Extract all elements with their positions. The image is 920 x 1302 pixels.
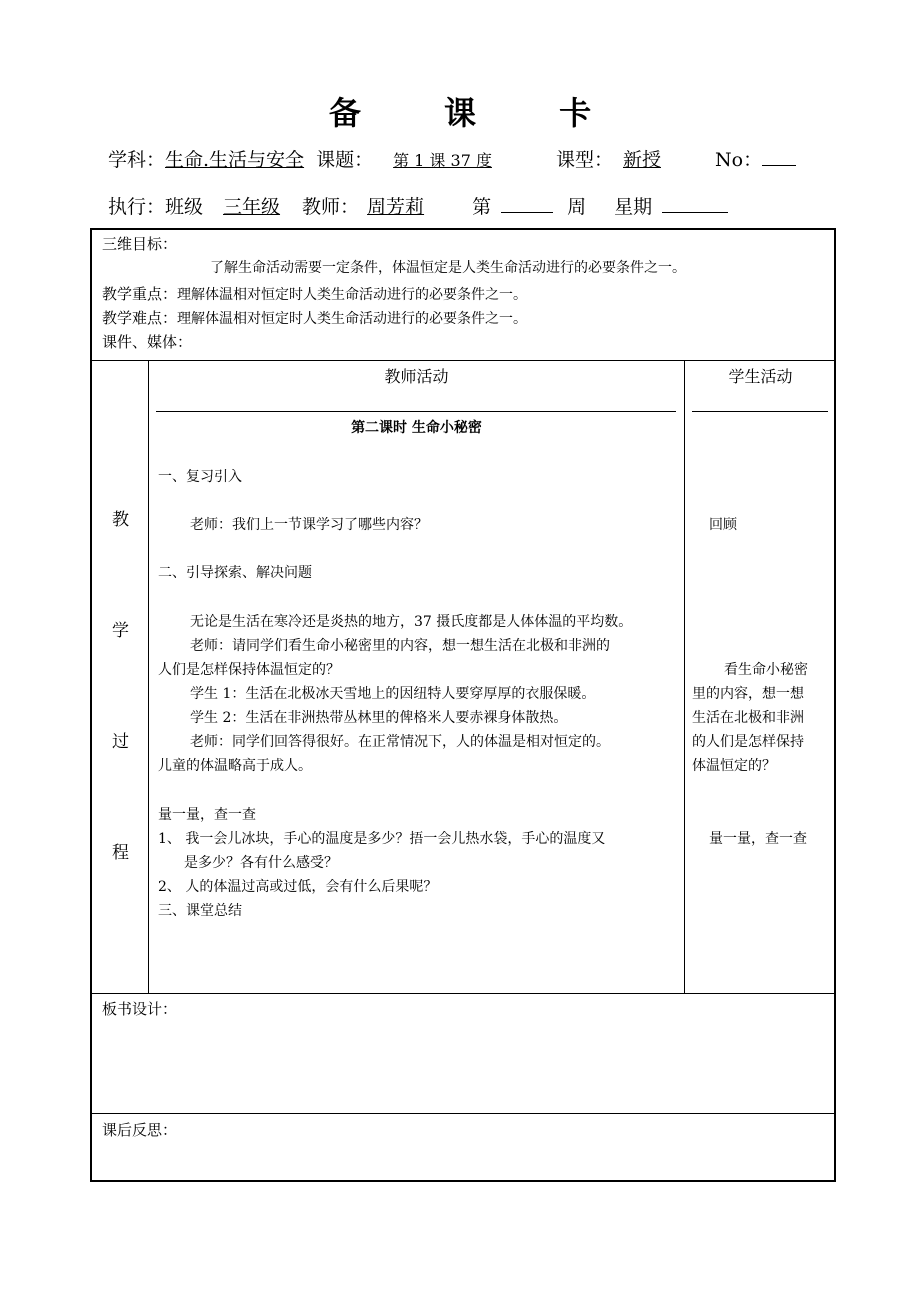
paragraph-4: 学生 2：生活在非洲热带丛林里的俾格米人要赤裸身体散热。 <box>190 710 568 726</box>
student-measure: 量一量，查一查 <box>709 831 807 847</box>
paragraph-2b: 人们是怎样保持体温恒定的？ <box>158 662 340 678</box>
key-points <box>102 282 527 307</box>
student-text-4: 的人们是怎样保持 <box>692 734 804 750</box>
divider-side <box>148 360 149 993</box>
paragraph-5a: 老师：同学们回答得很好。在正常情况下，人的体温是相对恒定的。 <box>190 734 610 750</box>
header-row-exec <box>108 192 728 219</box>
goals-text: 了解生命活动需要一定条件，体温恒定是人类生命活动进行的必要条件之一。 <box>210 260 686 276</box>
weekday-label: 星期 <box>614 196 653 218</box>
paragraph-5b: 儿童的体温略高于成人。 <box>158 758 312 774</box>
type-value: 新授 <box>622 149 661 171</box>
divider-goals <box>92 360 834 361</box>
no-blank <box>762 147 796 166</box>
difficult-points <box>102 306 527 331</box>
student-review: 回顾 <box>709 517 737 533</box>
reflection-label: 课后反思： <box>102 1121 178 1139</box>
difficult-label: 教学难点： <box>102 309 178 327</box>
student-activity-head: 学生活动 <box>728 367 793 386</box>
student-text-3: 生活在北极和非洲 <box>692 710 804 726</box>
question-1a: 1、 我一会儿冰块，手心的温度是多少？捂一会儿热水袋，手心的温度又 <box>158 831 606 847</box>
page-title: 备 课 卡 <box>328 94 628 132</box>
paragraph-1: 无论是生活在寒冷还是炎热的地方，37 摄氏度都是人体体温的平均数。 <box>190 614 633 630</box>
student-head-rule <box>692 411 828 412</box>
teacher-activity-head: 教师活动 <box>384 367 449 386</box>
side-char-4: 程 <box>112 843 129 863</box>
section-explore: 二、引导探索、解决问题 <box>158 565 312 581</box>
divider-board <box>92 1113 834 1114</box>
divider-process <box>92 993 834 994</box>
section-summary: 三、课堂总结 <box>158 903 242 919</box>
exec-label: 执行：班级 <box>108 196 204 218</box>
divider-student <box>684 360 685 993</box>
question-1b: 是多少？各有什么感受？ <box>184 855 338 871</box>
week-blank <box>501 194 553 213</box>
subject-label: 学科： <box>108 149 166 171</box>
board-design-label: 板书设计： <box>102 1000 178 1018</box>
student-text-2: 里的内容，想一想 <box>692 686 804 702</box>
subject-value: 生命.生活与安全 <box>165 149 305 171</box>
lesson-table <box>90 228 836 1182</box>
topic-value: 第 1 课 37 度 <box>393 151 492 170</box>
header-row-subject <box>108 145 796 172</box>
teacher-value: 周芳莉 <box>367 196 425 218</box>
teacher-label: 教师： <box>302 196 360 218</box>
teacher-question-1: 老师：我们上一节课学习了哪些内容？ <box>190 517 428 533</box>
no-label: No： <box>715 149 763 171</box>
question-2: 2、 人的体温过高或过低，会有什么后果呢？ <box>158 879 438 895</box>
week-label: 第 <box>472 196 492 218</box>
type-label: 课型： <box>555 149 613 171</box>
goals-label: 三维目标： <box>102 235 178 253</box>
week-label-2: 周 <box>567 196 587 218</box>
section-measure: 量一量，查一查 <box>158 807 256 823</box>
key-label: 教学重点： <box>102 285 178 303</box>
lesson-title: 第二课时 生命小秘密 <box>351 420 482 436</box>
student-text-5: 体温恒定的？ <box>692 758 776 774</box>
difficult-text: 理解体温相对恒定时人类生命活动进行的必要条件之一。 <box>177 311 528 327</box>
paragraph-3: 学生 1：生活在北极冰天雪地上的因纽特人要穿厚厚的衣服保暖。 <box>190 686 596 702</box>
section-review: 一、复习引入 <box>158 469 242 485</box>
side-char-1: 教 <box>112 510 129 530</box>
weekday-blank <box>662 194 728 213</box>
teacher-head-rule <box>156 411 676 412</box>
side-char-3: 过 <box>112 732 129 752</box>
grade-value: 三年级 <box>223 196 281 218</box>
topic-label: 课题： <box>316 149 374 171</box>
key-text: 理解体温相对恒定时人类生命活动进行的必要条件之一。 <box>177 287 528 303</box>
student-text-1: 看生命小秘密 <box>724 662 808 678</box>
side-char-2: 学 <box>112 621 129 641</box>
paragraph-2a: 老师：请同学们看生命小秘密里的内容，想一想生活在北极和非洲的 <box>190 638 610 654</box>
media-label: 课件、媒体： <box>102 333 193 351</box>
